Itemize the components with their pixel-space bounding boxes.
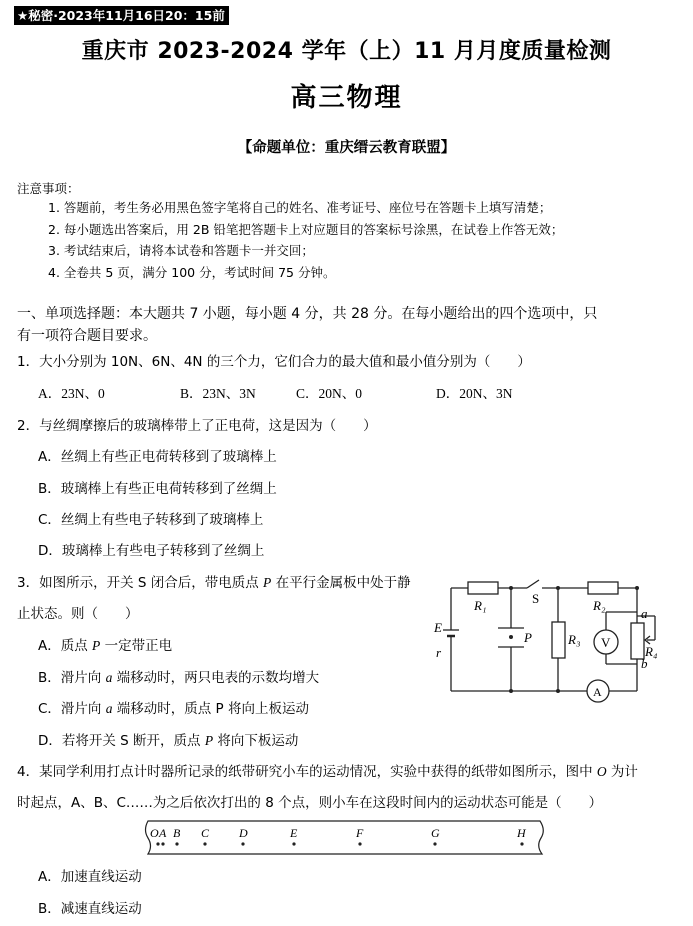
- option-text: A．质点: [38, 638, 93, 654]
- q2-option-b: B．玻璃棒上有些正电荷转移到了丝绸上: [38, 481, 277, 497]
- tape-label: O: [150, 826, 159, 840]
- label-p: P: [524, 630, 532, 645]
- exam-title: 重庆市 2023-2024 学年（上）11 月月度质量检测: [81, 39, 612, 64]
- tape-label: F: [356, 826, 364, 840]
- option-text: D．若将开关 S 断开，质点: [38, 733, 205, 749]
- q1-option-b: B．23N、3N: [180, 386, 256, 401]
- option-var: P: [204, 733, 214, 748]
- q3-stem-var: P: [263, 575, 272, 590]
- tape-label: G: [431, 826, 440, 840]
- q3-option-c: [38, 697, 309, 717]
- option-text: 将向下板运动: [213, 733, 299, 749]
- tape-dot: [203, 842, 206, 845]
- q4-stem-text: 为计: [606, 764, 638, 780]
- tape-label: B: [173, 826, 181, 840]
- label-s: S: [532, 591, 540, 606]
- label-r2: R₂: [593, 598, 606, 613]
- tape-dot: [175, 842, 178, 845]
- notice-item: 1. 答题前，考生务必用黑色签字笔将自己的姓名、准考证号、座位号在答题卡上填写清楚；: [48, 200, 552, 215]
- q4-option-b: B．减速直线运动: [38, 901, 142, 917]
- tape-dot: [520, 842, 523, 845]
- q1-option-a: A．23N、0: [38, 386, 105, 401]
- notice-item: 4. 全卷共 5 页，满分 100 分，考试时间 75 分钟。: [48, 264, 336, 280]
- subject-title: 高三物理: [290, 83, 403, 113]
- tape-label: H: [517, 826, 526, 840]
- label-b: b: [641, 656, 648, 671]
- q4-stem-var: O: [596, 764, 607, 779]
- tape-dot: [292, 842, 295, 845]
- q1-option-d: D．20N、3N: [436, 386, 513, 401]
- q2-option-d: D．玻璃棒上有些电子转移到了丝绸上: [38, 543, 265, 559]
- q2-stem: 2．与丝绸摩擦后的玻璃棒带上了正电荷，这是因为（ ）: [17, 418, 377, 434]
- option-var: a: [105, 701, 113, 716]
- q3-stem-text: 3．如图所示，开关 S 闭合后，带电质点: [17, 575, 264, 591]
- option-text: 一定带正电: [100, 638, 173, 654]
- tape-dot: [358, 842, 361, 845]
- label-r4: R₄: [645, 644, 658, 659]
- q1-stem: 1．大小分别为 10N、6N、4N 的三个力，它们合力的最大值和最小值分别为（ ）: [17, 354, 531, 370]
- label-r1: R₁: [474, 598, 487, 613]
- label-ammeter: A: [593, 685, 602, 699]
- section-heading: [17, 303, 677, 347]
- label-r3: R₃: [568, 632, 581, 647]
- option-var: P: [92, 638, 101, 653]
- q3-stem-text: 在平行金属板中处于静: [271, 575, 411, 591]
- label-r: r: [436, 645, 442, 660]
- tape-dot: [161, 842, 164, 845]
- q3-stem-line2: 止状态。则（ ）: [17, 606, 139, 622]
- label-e: E: [434, 620, 442, 635]
- switch-s: [527, 580, 539, 588]
- tape-label: E: [290, 826, 298, 840]
- notice-list: [48, 199, 563, 285]
- option-text: 端移动时，质点 P 将向上板运动: [112, 701, 309, 717]
- tape-label: D: [239, 826, 248, 840]
- label-v: V: [601, 635, 611, 650]
- tape-label: A: [159, 826, 167, 840]
- section-line: 有一项符合题目要求。: [17, 328, 157, 344]
- q3-option-d: [38, 729, 298, 749]
- tape-dot: [156, 842, 159, 845]
- q2-option-a: A．丝绸上有些正电荷转移到了玻璃棒上: [38, 449, 277, 465]
- section-line: 一、单项选择题：本大题共 7 小题，每小题 4 分，共 28 分。在每小题给出的四个选项中，只: [17, 306, 598, 322]
- q3-option-a: [38, 634, 172, 654]
- q4-stem-line2: 时起点，A、B、C……为之后依次打出的 8 个点，则小车在这段时间内的运动状态可能是（ ）: [17, 795, 603, 811]
- organizer: 【命题单位：重庆缙云教育联盟】: [237, 140, 456, 156]
- q2-option-c: C．丝绸上有些电子转移到了玻璃棒上: [38, 512, 264, 528]
- option-text: B．滑片向: [38, 670, 106, 686]
- notice-title: 注意事项：: [17, 181, 80, 196]
- paper-tape-diagram: [140, 818, 550, 858]
- option-text: C．滑片向: [38, 701, 106, 717]
- secret-label: ★秘密·2023年11月16日20：15前: [14, 6, 229, 25]
- circuit-diagram: [428, 578, 678, 706]
- option-var: a: [105, 670, 113, 685]
- q4-stem-text: 4．某同学利用打点计时器所记录的纸带研究小车的运动情况，实验中获得的纸带如图所示，图中: [17, 764, 597, 780]
- tape-label: C: [201, 826, 210, 840]
- resistor-r3: [552, 622, 565, 658]
- tape-dot: [433, 842, 436, 845]
- notice-item: 3. 考试结束后，请将本试卷和答题卡一并交回；: [48, 243, 314, 258]
- charged-particle-p: [509, 635, 513, 639]
- tape-dot: [241, 842, 244, 845]
- q3-stem: [17, 571, 411, 591]
- notice-item: 2. 每小题选出答案后，用 2B 铅笔把答题卡上对应题目的答案标号涂黑，在试卷上作答无效；: [48, 221, 564, 237]
- resistor-r4: [631, 623, 644, 659]
- q4-stem: [17, 760, 638, 780]
- resistor-r2: [588, 582, 618, 594]
- option-text: 端移动时，两只电表的示数均增大: [112, 670, 320, 686]
- q1-option-c: C．20N、0: [296, 386, 363, 401]
- label-a: a: [641, 606, 648, 621]
- resistor-r1: [468, 582, 498, 594]
- q3-option-b: [38, 666, 319, 686]
- q4-option-a: A．加速直线运动: [38, 869, 142, 885]
